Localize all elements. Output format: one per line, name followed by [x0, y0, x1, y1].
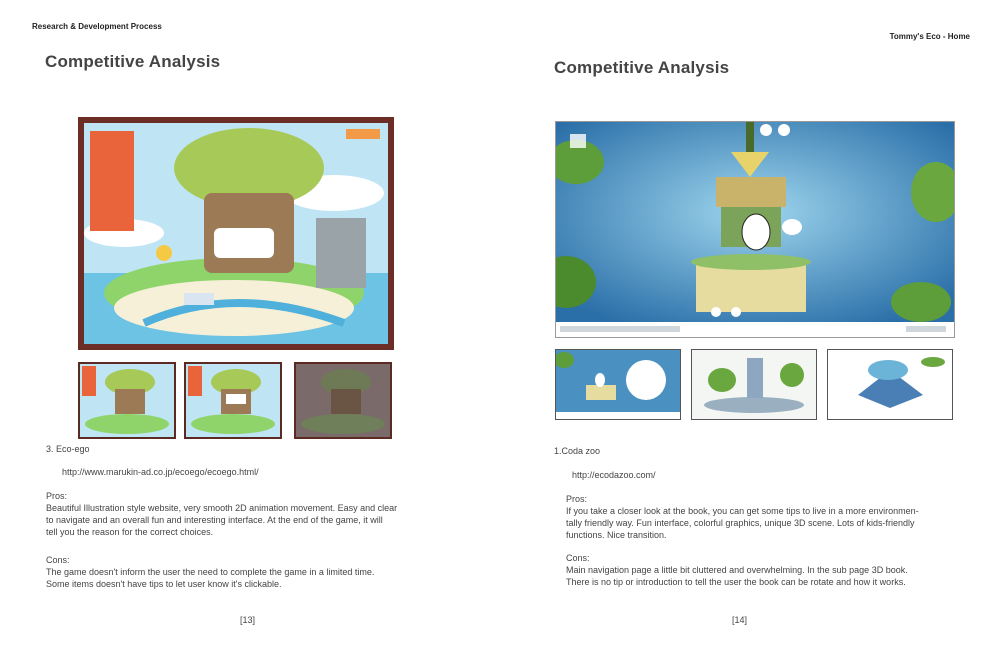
section-header: Tommy's Eco - Home	[889, 32, 970, 41]
coda-zoo-illustration	[556, 122, 954, 337]
coda-zoo-thumbnail-2	[691, 349, 817, 420]
page-number: [14]	[732, 615, 748, 625]
cons-line: There is no tip or introduction to tell the user the book can be rotate and how it works.	[566, 577, 906, 587]
cons-section	[46, 554, 466, 590]
pros-label: Pros:	[46, 491, 68, 501]
cons-line: The game doesn't inform the user the need to complete the game in a limited time.	[46, 567, 375, 577]
pros-line: tally friendly way. Fun interface, colorful graphics, unique 3D scene. Lots of kids-friendly	[566, 518, 915, 528]
caption: 3. Eco-ego	[46, 444, 90, 454]
coda-zoo-thumbnail-3	[827, 349, 953, 420]
site-url[interactable]: http://ecodazoo.com/	[572, 470, 656, 480]
cons-section	[566, 552, 966, 588]
pros-line: If you take a closer look at the book, you can get some tips to live in a more environmen-	[566, 506, 919, 516]
site-url[interactable]: http://www.marukin-ad.co.jp/ecoego/ecoego.html/	[62, 467, 259, 477]
page-title: Competitive Analysis	[554, 58, 730, 77]
cons-label: Cons:	[46, 555, 70, 565]
pros-line: to navigate and an overall fun and interesting interface. At the end of the game, it will	[46, 515, 383, 525]
pros-line: tell you the reason for the correct choices.	[46, 527, 214, 537]
coda-zoo-thumbnail-1	[555, 349, 681, 420]
caption: 1.Coda zoo	[554, 446, 601, 456]
coda-zoo-main-screenshot	[555, 121, 955, 338]
cons-label: Cons:	[566, 553, 590, 563]
eco-ego-illustration	[84, 123, 388, 344]
pros-section	[46, 490, 466, 538]
page-number: [13]	[240, 615, 256, 625]
cons-line: Some items doesn't have tips to let user know it's clickable.	[46, 579, 282, 589]
eco-ego-thumbnail-2	[184, 362, 282, 439]
section-header: Research & Development Process	[32, 22, 162, 31]
eco-ego-thumbnail-1	[78, 362, 176, 439]
pros-label: Pros:	[566, 494, 588, 504]
pros-section	[566, 493, 966, 541]
pros-line: functions. Nice transition.	[566, 530, 667, 540]
eco-ego-main-screenshot	[78, 117, 394, 350]
cons-line: Main navigation page a little bit cluttered and overwhelming. In the sub page 3D book.	[566, 565, 908, 575]
page-title: Competitive Analysis	[45, 52, 221, 71]
eco-ego-thumbnail-3	[294, 362, 392, 439]
pros-line: Beautiful Illustration style website, very smooth 2D animation movement. Easy and clear	[46, 503, 398, 513]
right-page	[500, 0, 1000, 647]
